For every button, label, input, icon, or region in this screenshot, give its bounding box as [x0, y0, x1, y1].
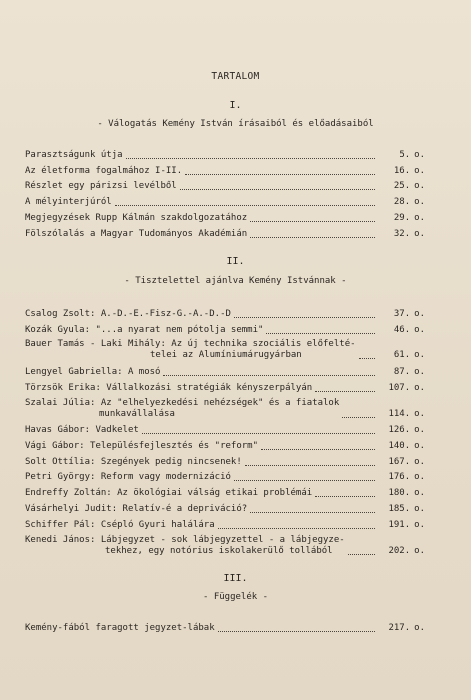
toc-entry: [25, 325, 425, 336]
toc-entry-page: 114.: [388, 409, 411, 419]
toc-entry-title: Petri György: Reform vagy modernizáció: [25, 472, 231, 482]
toc-entry-title: Endreffy Zoltán: Az ökológiai válság etikai problémái: [25, 488, 313, 498]
toc-entry-page: 191.: [388, 520, 411, 530]
toc-entry-title: Vásárhelyi Judit: Relatív-é a depriváció?: [25, 504, 248, 514]
toc-entry-suffix: o.: [414, 166, 425, 176]
dot-leader: [126, 158, 376, 159]
toc-entry-title: Kozák Gyula: "...a nyarat nem pótolja semmi": [25, 325, 264, 335]
toc-entry-title: Kenedi János: Lábjegyzet - sok lábjegyzettel - a lábjegyze-: [25, 535, 345, 545]
toc-entry-suffix: o.: [414, 309, 425, 319]
toc-entry-title-continued: munkavállalása: [99, 409, 175, 419]
section-numeral-3: III.: [223, 573, 248, 584]
dot-leader: [245, 465, 375, 466]
toc-entry: [25, 309, 425, 320]
toc-entry-suffix: o.: [414, 325, 425, 335]
toc-entry-page: 180.: [388, 488, 411, 498]
toc-entry-title: Megjegyzések Rupp Kálmán szakdolgozatához: [25, 213, 248, 223]
toc-entry: [25, 488, 425, 499]
toc-entry-title-continued: tekhez, egy notórius iskolakerülő tollából: [105, 546, 333, 556]
toc-entry-page: 29.: [393, 213, 411, 223]
toc-entry-title: Vági Gábor: Településfejlesztés és "reform": [25, 441, 258, 451]
toc-entry: [25, 425, 425, 436]
toc-entry: [25, 150, 425, 161]
toc-entry-title: Az életforma fogalmához I-II.: [25, 166, 183, 176]
dot-leader: [359, 358, 376, 359]
toc-entry-title: Havas Gábor: Vadkelet: [25, 425, 139, 435]
toc-entry-title: Bauer Tamás - Laki Mihály: Az új technika szociális előfelté-: [25, 339, 356, 349]
toc-entry: [25, 213, 425, 224]
section-subtitle-2: - Tisztelettel ajánlva Kemény Istvánnak -: [124, 276, 347, 286]
toc-entry: [25, 504, 425, 515]
toc-entry-suffix: o.: [414, 425, 425, 435]
dot-leader: [115, 205, 375, 206]
toc-entry-page: 5.: [399, 150, 411, 160]
toc-entry-title: Részlet egy párizsi levélből: [25, 181, 177, 191]
toc-entry-suffix: o.: [414, 181, 425, 191]
toc-entry: [25, 197, 425, 208]
toc-entry: [25, 339, 425, 361]
toc-entry-page: 25.: [393, 181, 411, 191]
toc-entry-suffix: o.: [414, 197, 425, 207]
section-subtitle-3: - Függelék -: [202, 592, 269, 602]
toc-entry-page: 185.: [388, 504, 411, 514]
toc-entry-page: 126.: [388, 425, 411, 435]
dot-leader: [180, 189, 375, 190]
toc-entry-title: Fölszólalás a Magyar Tudományos Akadémián: [25, 229, 248, 239]
toc-entry: [25, 472, 425, 483]
toc-entry-page: 87.: [393, 367, 411, 377]
toc-entry-title-block: [25, 535, 345, 557]
toc-entry: [25, 623, 425, 634]
toc-entry-suffix: o.: [414, 504, 425, 514]
toc-entry-suffix: o.: [414, 457, 425, 467]
dot-leader: [218, 631, 376, 632]
toc-entry-page: 37.: [393, 309, 411, 319]
toc-entry: [25, 398, 425, 420]
toc-entry-suffix: o.: [414, 623, 425, 633]
toc-entry-title: Lengyel Gabriella: A mosó: [25, 367, 161, 377]
toc-entry-title: Solt Ottília: Szegények pedig nincsenek!: [25, 457, 242, 467]
toc-entry-suffix: o.: [414, 213, 425, 223]
toc-entry-title: Csalog Zsolt: A.-D.-E.-Fisz-G.-A.-D.-D: [25, 309, 231, 319]
section-subtitle-1: - Válogatás Kemény István írásaiból és előadásaiból: [97, 119, 374, 129]
dot-leader: [163, 375, 375, 376]
toc-entry-page: 167.: [388, 457, 411, 467]
dot-leader: [315, 496, 375, 497]
toc-entry-title: Parasztságunk útja: [25, 150, 123, 160]
toc-entry-page: 202.: [388, 546, 411, 556]
toc-entry-title: A mélyinterjúról: [25, 197, 112, 207]
dot-leader: [142, 433, 375, 434]
section-numeral-2: II.: [226, 256, 245, 267]
toc-entry-suffix: o.: [414, 383, 425, 393]
dot-leader: [234, 480, 375, 481]
toc-entry-suffix: o.: [414, 367, 425, 377]
toc-entry-suffix: o.: [414, 488, 425, 498]
toc-entry: [25, 181, 425, 192]
toc-entry-page: 176.: [388, 472, 411, 482]
page-title: TARTALOM: [211, 71, 260, 82]
toc-entry: [25, 229, 425, 240]
dot-leader: [250, 237, 375, 238]
section-numeral-1: I.: [229, 100, 242, 111]
dot-leader: [185, 174, 375, 175]
toc-entry-title-block: [25, 339, 356, 361]
toc-entry-page: 61.: [393, 350, 411, 360]
toc-entry-suffix: o.: [414, 409, 425, 419]
toc-entry-title: Törzsök Erika: Vállalkozási stratégiák kényszerpályán: [25, 383, 313, 393]
toc-entry-page: 107.: [388, 383, 411, 393]
toc-entry-page: 32.: [393, 229, 411, 239]
toc-entry-suffix: o.: [414, 150, 425, 160]
toc-entry-suffix: o.: [414, 441, 425, 451]
dot-leader: [261, 449, 375, 450]
toc-entry: [25, 457, 425, 468]
dot-leader: [348, 554, 375, 555]
toc-entry-suffix: o.: [414, 520, 425, 530]
dot-leader: [250, 512, 375, 513]
toc-entry-title: Kemény-fából faragott jegyzet-lábak: [25, 623, 215, 633]
toc-entry-title: Szalai Júlia: Az "elhelyezkedési nehézségek" és a fiatalok: [25, 398, 340, 408]
toc-entry-page: 28.: [393, 197, 411, 207]
toc-entry-page: 46.: [393, 325, 411, 335]
toc-entry-title: Schiffer Pál: Csépló Gyuri halálára: [25, 520, 215, 530]
toc-entry: [25, 383, 425, 394]
dot-leader: [266, 333, 375, 334]
dot-leader: [315, 391, 375, 392]
toc-entry-page: 217.: [388, 623, 411, 633]
dot-leader: [218, 528, 376, 529]
toc-entry: [25, 367, 425, 378]
toc-entry: [25, 520, 425, 531]
dot-leader: [250, 221, 375, 222]
toc-entry-suffix: o.: [414, 472, 425, 482]
toc-entry-page: 140.: [388, 441, 411, 451]
toc-entry-title-block: [25, 398, 339, 420]
toc-entry-suffix: o.: [414, 229, 425, 239]
toc-entry-suffix: o.: [414, 546, 425, 556]
toc-entry-title-continued: telei az Alumíniumárugyárban: [150, 350, 302, 360]
dot-leader: [342, 417, 375, 418]
toc-entry: [25, 441, 425, 452]
dot-leader: [234, 317, 375, 318]
toc-entry: [25, 166, 425, 177]
toc-entry-suffix: o.: [414, 350, 425, 360]
toc-entry-page: 16.: [393, 166, 411, 176]
toc-entry: [25, 535, 425, 557]
